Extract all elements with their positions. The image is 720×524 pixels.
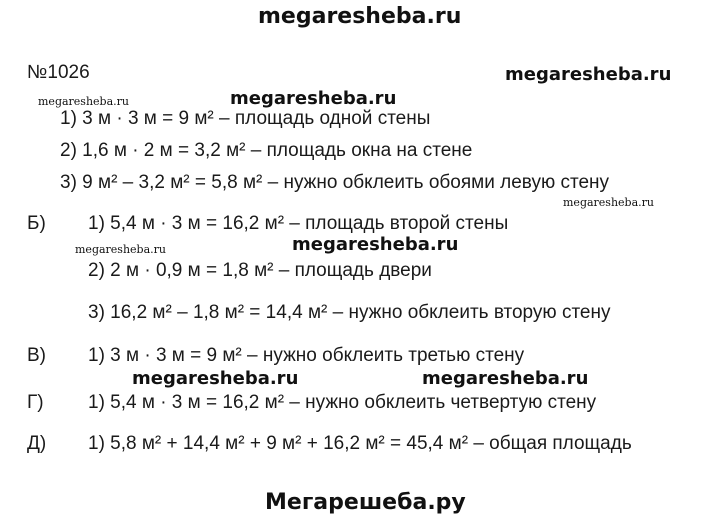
solution-line-d1: 1) 5,8 м² + 14,4 м² + 9 м² + 16,2 м² = 45,4 м² – общая площадь xyxy=(88,433,632,454)
solution-line-b1: 1) 5,4 м · 3 м = 16,2 м² – площадь второй стены xyxy=(88,213,509,234)
section-label-v: В) xyxy=(27,345,46,366)
watermark-mid: megaresheba.ru xyxy=(422,368,589,389)
watermark-right: megaresheba.ru xyxy=(505,64,672,85)
watermark-mid: megaresheba.ru xyxy=(292,234,459,255)
solution-line-a2: 2) 1,6 м · 2 м = 3,2 м² – площадь окна на стене xyxy=(60,140,473,161)
section-label-b: Б) xyxy=(27,213,46,234)
solution-line-b3: 3) 16,2 м² – 1,8 м² = 14,4 м² – нужно обклеить вторую стену xyxy=(88,302,611,323)
solution-line-g1: 1) 5,4 м · 3 м = 16,2 м² – нужно обклеить четвертую стену xyxy=(88,392,597,413)
watermark-mid: megaresheba.ru xyxy=(230,88,397,109)
solution-line-a3: 3) 9 м² – 3,2 м² = 5,8 м² – нужно обклеить обоями левую стену xyxy=(60,172,610,193)
watermark-small: megaresheba.ru xyxy=(75,243,166,256)
watermark-mid: megaresheba.ru xyxy=(132,368,299,389)
watermark-small: megaresheba.ru xyxy=(563,196,654,209)
task-number: №1026 xyxy=(27,62,90,83)
footer-brand: Мегарешеба.ру xyxy=(265,490,466,515)
section-label-d: Д) xyxy=(27,433,47,454)
section-label-g: Г) xyxy=(27,392,44,413)
solution-line-v1: 1) 3 м · 3 м = 9 м² – нужно обклеить третью стену xyxy=(88,345,525,366)
watermark-top: megaresheba.ru xyxy=(258,4,462,29)
watermark-small: megaresheba.ru xyxy=(38,95,129,108)
solution-line-a1: 1) 3 м · 3 м = 9 м² – площадь одной стены xyxy=(60,108,431,129)
solution-line-b2: 2) 2 м · 0,9 м = 1,8 м² – площадь двери xyxy=(88,260,432,281)
